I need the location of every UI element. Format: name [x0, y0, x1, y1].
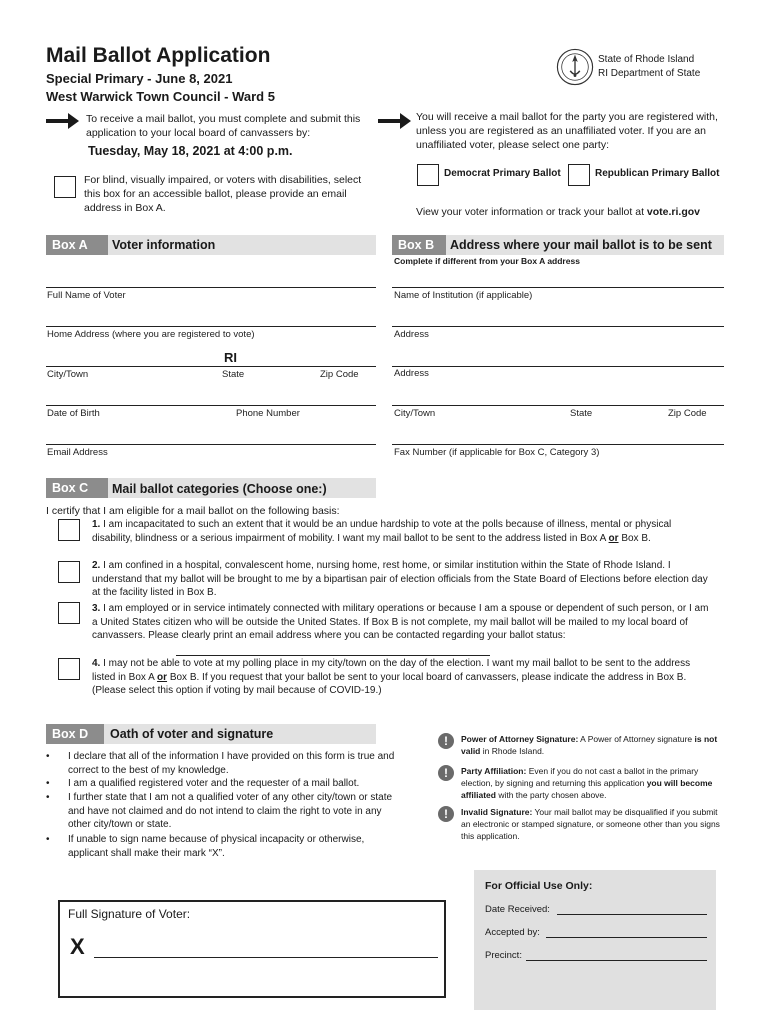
- box-d-tag: Box D: [46, 724, 104, 744]
- full-name-label: Full Name of Voter: [47, 290, 126, 301]
- ward-subtitle: West Warwick Town Council - Ward 5: [46, 89, 275, 104]
- deadline: Tuesday, May 18, 2021 at 4:00 p.m.: [88, 144, 293, 158]
- dob-label: Date of Birth: [47, 408, 100, 419]
- date-received-field[interactable]: [557, 914, 707, 915]
- state-value: RI: [224, 350, 237, 365]
- category-3-text: 3. I am employed or in service intimately connected with military operations or because I am a spouse or dependent of such person, or I am a United States citizen who will be outside the United States. If Box B is not complete, my mail ballot will be mailed to my local board of canvassers. Please clearly print an email address where you can be contacted regarding your ballot status:: [92, 603, 709, 642]
- party-instruction: You will receive a mail ballot for the party you are registered with, unless you are registered as an unaffiliated voter. If you are an unaffiliated voter, please select one party:: [416, 111, 718, 151]
- box-c-title: Mail ballot categories (Choose one:): [112, 482, 327, 496]
- institution-field[interactable]: [392, 287, 724, 288]
- oath-item: • I further state that I am not a qualified voter of any other city/town or state and have not claimed and do not intend to claim the right to vote in any other city/town or state.: [46, 792, 393, 831]
- b-city-state-zip-field[interactable]: [392, 405, 724, 406]
- accessible-ballot-label: For blind, visually impaired, or voters with disabilities, select this box for an accessible ballot, please provide an email address in Box A.: [84, 174, 362, 214]
- category-1-checkbox[interactable]: [58, 519, 80, 541]
- republican-ballot-checkbox[interactable]: [568, 164, 590, 186]
- warning-icon: !: [438, 733, 454, 749]
- precinct-field[interactable]: [526, 960, 707, 961]
- certify-text: I certify that I am eligible for a mail ballot on the following basis:: [46, 505, 340, 517]
- ballot-status-email-field[interactable]: [176, 655, 490, 656]
- zip-label: Zip Code: [320, 369, 359, 380]
- state-seal-icon: [556, 48, 594, 86]
- accepted-by-field[interactable]: [546, 937, 707, 938]
- category-4-text: 4. I may not be able to vote at my polling place in my city/town on the day of the election. I want my mail ballot to be sent to the address listed in Box A or Box B. If you request that your ballot be sent to your local board of canvassers, please indicate the address in Box B. (Please select this option if voting by mail because of COVID-19.): [92, 658, 691, 697]
- box-b-title: Address where your mail ballot is to be sent: [450, 238, 712, 252]
- warning-icon: !: [438, 806, 454, 822]
- address1-label: Address: [394, 329, 429, 340]
- democrat-ballot-label: Democrat Primary Ballot: [444, 168, 561, 179]
- box-a-tag: Box A: [46, 235, 108, 255]
- oath-item: • If unable to sign name because of physical incapacity or otherwise, applicant shall make their mark “X”.: [46, 834, 365, 859]
- category-4-checkbox[interactable]: [58, 658, 80, 680]
- full-name-field[interactable]: [46, 287, 376, 288]
- box-b-subtitle: Complete if different from your Box A address: [394, 256, 580, 266]
- invalid-signature-note: Invalid Signature: Your mail ballot may be disqualified if you submit an electronic or stamped signature, or someone other than you signs this application.: [461, 807, 720, 841]
- arrow-right-icon: [378, 110, 412, 132]
- home-address-field[interactable]: [46, 326, 376, 327]
- state-label: State: [222, 369, 245, 380]
- address1-field[interactable]: [392, 326, 724, 327]
- accepted-by-label: Accepted by:: [485, 927, 540, 938]
- category-2-text: 2. I am confined in a hospital, convalescent home, nursing home, rest home, or similar institution within the State of Rhode Island. I understand that my ballot will be brought to me by a bipartisan pair of election officials from the State Board of Elections before election day at the facility listed in Box B.: [92, 560, 708, 599]
- box-b-tag: Box B: [392, 235, 446, 255]
- signature-line[interactable]: [94, 957, 438, 958]
- state-department: State of Rhode Island RI Department of State: [598, 54, 701, 79]
- category-2-checkbox[interactable]: [58, 561, 80, 583]
- city-label: City/Town: [47, 369, 89, 380]
- vote-ri-gov-link[interactable]: vote.ri.gov: [646, 206, 701, 218]
- address2-field[interactable]: [392, 366, 724, 367]
- signature-x: X: [70, 934, 85, 959]
- fax-field[interactable]: [392, 444, 724, 445]
- b-state-label: State: [570, 408, 593, 419]
- home-address-label: Home Address (where you are registered to vote): [47, 329, 255, 340]
- republican-ballot-label: Republican Primary Ballot: [595, 168, 720, 179]
- arrow-right-icon: [46, 110, 80, 132]
- box-c-tag: Box C: [46, 478, 108, 498]
- party-affiliation-note: Party Affiliation: Even if you do not cast a ballot in the primary election, by signing and returning this application you will become affiliated with the party chosen above.: [461, 766, 713, 800]
- submission-instruction: To receive a mail ballot, you must complete and submit this application to your local board of canvassers by:: [86, 113, 361, 139]
- warning-icon: !: [438, 765, 454, 781]
- institution-label: Name of Institution (if applicable): [394, 290, 533, 301]
- track-ballot-text: View your voter information or track your ballot at vote.ri.gov: [416, 206, 701, 218]
- dob-phone-field[interactable]: [46, 405, 376, 406]
- signature-label: Full Signature of Voter:: [68, 907, 191, 921]
- precinct-label: Precinct:: [485, 950, 522, 961]
- form-title: Mail Ballot Application: [46, 44, 271, 67]
- date-received-label: Date Received:: [485, 904, 550, 915]
- box-d-title: Oath of voter and signature: [110, 727, 274, 741]
- fax-label: Fax Number (if applicable for Box C, Category 3): [394, 447, 600, 458]
- accessible-ballot-checkbox[interactable]: [54, 176, 76, 198]
- b-city-label: City/Town: [394, 408, 436, 419]
- city-state-zip-field[interactable]: [46, 366, 376, 367]
- b-zip-label: Zip Code: [668, 408, 707, 419]
- category-3-checkbox[interactable]: [58, 602, 80, 624]
- category-1-text: 1. I am incapacitated to such an extent that it would be an undue hardship to vote at the polls because of illness, mental or physical disability, blindness or a serious impairment of mobility. I want my mail ballot to be sent to the address listed in Box A or Box B.: [92, 519, 672, 544]
- oath-item: • I am a qualified registered voter and the requester of a mail ballot.: [46, 778, 360, 789]
- democrat-ballot-checkbox[interactable]: [417, 164, 439, 186]
- phone-label: Phone Number: [236, 408, 300, 419]
- oath-item: • I declare that all of the information I have provided on this form is true and correct to the best of my knowledge.: [46, 751, 395, 776]
- email-label: Email Address: [47, 447, 108, 458]
- election-subtitle: Special Primary - June 8, 2021: [46, 71, 233, 86]
- official-use-title: For Official Use Only:: [485, 880, 593, 892]
- email-field[interactable]: [46, 444, 376, 445]
- poa-note: Power of Attorney Signature: A Power of Attorney signature is not valid in Rhode Island.: [461, 734, 718, 756]
- address2-label: Address: [394, 368, 429, 379]
- box-a-title: Voter information: [112, 238, 216, 252]
